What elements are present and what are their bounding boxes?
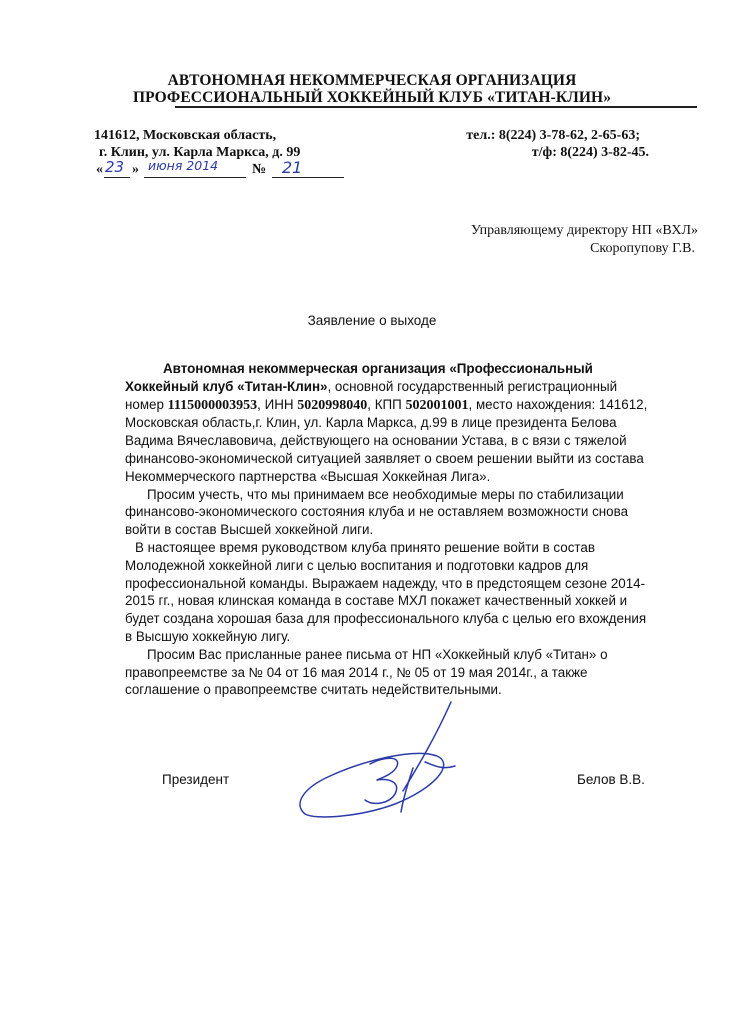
date-close-quote: » (132, 162, 139, 177)
statement-body (125, 360, 655, 699)
addressee-name: Скоропупову Г.В. (590, 241, 695, 256)
paragraph-1-text-c: , КПП (367, 396, 406, 412)
month-underline (144, 177, 246, 178)
handwritten-number: 21 (282, 158, 303, 177)
paragraph-1 (125, 360, 655, 486)
organization-name-line-2: ПРОФЕССИОНАЛЬНЫЙ ХОККЕЙНЫЙ КЛУБ «ТИТАН-КЛИН» (132, 89, 612, 106)
addressee-position: Управляющему директору НП «ВХЛ» (470, 223, 698, 238)
number-underline (272, 177, 344, 178)
paragraph-4: Просим Вас присланные ранее письма от НП «Хоккейный клуб «Титан» о правопреемстве за № 04 от 16 мая 2014 г., № 05 от 19 мая 2014г., а также соглашение о правопреемстве считать недействительными. (125, 646, 608, 698)
phone-line-2: т/ф: 8(224) 3-82-45. (531, 145, 649, 160)
signatory-position: Президент (162, 772, 230, 787)
inn-value: 5020998040 (297, 397, 368, 413)
paragraph-1-text-d: , место нахождения: 141612, Московская область,г. Клин, ул. Карла Маркса, д.99 в лице президента Белова Вадима Вячеславовича, действующего на основании Устава, в с вязи с тяжелой финансово-экономической ситуацией заявляет о своем решении выйти из состава Некоммерческого партнерства «Высшая Хоккейная Лига». (125, 396, 648, 484)
handwritten-month-year: июня 2014 (148, 158, 219, 173)
organization-name-line-1: АВТОНОМНАЯ НЕКОММЕРЧЕСКАЯ ОРГАНИЗАЦИЯ (167, 72, 577, 89)
header-divider (175, 106, 697, 108)
paragraph-3: В настоящее время руководством клуба принято решение войти в состав Молодежной хоккейной лиги с целью воспитания и подготовки кадров для профессиональной команды. Выражаем надежду, что в предстоящем сезоне 2014-2015 гг., новая клинская команда в составе МХЛ покажет качественный хоккей и будет создана хорошая база для профессионального клуба с целью его вхождения в Высшую хоккейную лигу. (125, 539, 647, 644)
ogrn-value: 1115000003953 (167, 397, 258, 413)
phone-line-1: тел.: 8(224) 3-78-62, 2-65-63; (466, 128, 640, 143)
address-line-2: г. Клин, ул. Карла Маркса, д. 99 (99, 145, 301, 160)
handwritten-signature (285, 696, 485, 831)
date-open-quote: « (96, 162, 103, 177)
document-title: Заявление о выходе (307, 313, 437, 328)
signatory-name: Белов В.В. (577, 772, 645, 787)
kpp-value: 502001001 (405, 397, 469, 413)
paragraph-2: Просим учесть, что мы принимаем все необходимые меры по стабилизации финансово-экономического состояния клуба и не оставляем возможности снова войти в состав Высшей хоккейной лиги. (125, 486, 629, 538)
paragraph-1-text-b: , ИНН (257, 396, 298, 412)
paragraph-1-text-a: , основной государственный регистрационный номер (125, 378, 618, 412)
handwritten-day: 23 (105, 158, 125, 176)
day-underline (104, 177, 130, 178)
address-line-1: 141612, Московская область, (94, 128, 277, 143)
outgoing-date-number (96, 160, 346, 182)
number-label: № (252, 162, 267, 177)
organization-full-name: Автономная некоммерческая организация «Профессиональный Хоккейный клуб «Титан-Клин» (125, 361, 593, 394)
